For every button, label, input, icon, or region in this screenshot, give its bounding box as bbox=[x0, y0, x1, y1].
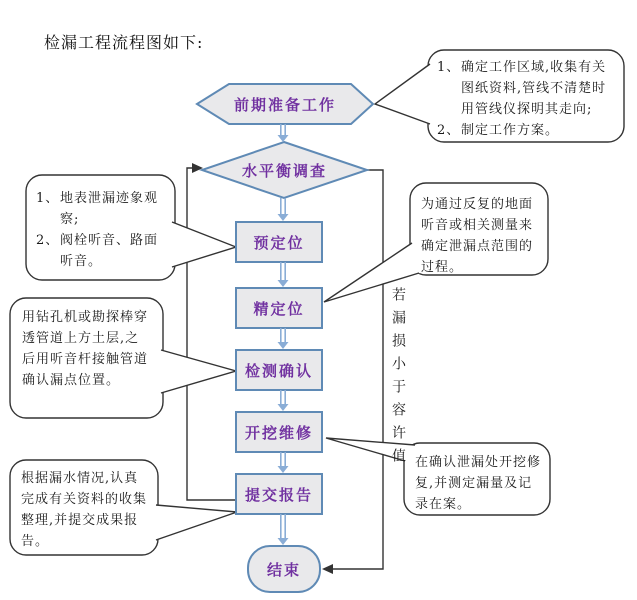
callout-prepare-note bbox=[437, 57, 617, 141]
note-item: 2、 阀栓听音、路面听音。 bbox=[36, 233, 159, 269]
note-item: 1、 确定工作区域,收集有关图纸资料,管线不清楚时用管线仪探明其走向; bbox=[437, 60, 607, 117]
node-survey: 水平衡调查 bbox=[241, 161, 327, 180]
note-item: 1、 地表泄漏迹象观察; bbox=[36, 191, 159, 227]
connector-repair-report bbox=[278, 452, 289, 473]
rect-prelocate-shape bbox=[236, 222, 322, 262]
loop-left-arrowhead-icon bbox=[192, 163, 203, 173]
stadium-end-shape bbox=[248, 546, 320, 592]
hexagon-prepare-shape bbox=[197, 84, 373, 124]
connector-report-end bbox=[278, 514, 289, 545]
page-title: 检漏工程流程图如下: bbox=[44, 33, 204, 52]
callout-finelocate-note: 为通过反复的地面听音或相关测量来确定泄漏点范围的过程。 bbox=[421, 197, 534, 275]
rect-finelocate-shape bbox=[236, 288, 322, 328]
connector-confirm-repair bbox=[278, 390, 289, 411]
callout-confirm-note: 用钻孔机或勘探棒穿透管道上方土层,之后用听音杆接触管道确认漏点位置。 bbox=[22, 310, 149, 388]
callout-report-note: 根据漏水情况,认真完成有关资料的收集整理,并提交成果报告。 bbox=[21, 471, 148, 549]
callout-repair-note: 在确认泄漏处开挖修复,并测定漏量及记录在案。 bbox=[415, 455, 542, 512]
diamond-survey-shape bbox=[202, 142, 367, 198]
connector-prepare-survey bbox=[278, 124, 289, 142]
node-report: 提交报告 bbox=[244, 485, 313, 504]
rect-repair-shape bbox=[236, 412, 322, 452]
connector-prelocate-finelocate bbox=[278, 262, 289, 287]
callout-prelocate-note bbox=[36, 188, 166, 272]
node-prepare: 前期准备工作 bbox=[233, 95, 336, 114]
node-end: 结束 bbox=[266, 560, 301, 579]
connector-finelocate-confirm bbox=[278, 328, 289, 349]
rect-report-shape bbox=[236, 474, 322, 514]
loop-left-line bbox=[187, 168, 237, 500]
branch-condition-label: 若漏损小于容许值 bbox=[390, 287, 406, 471]
loop-right-arrowhead-icon bbox=[322, 564, 333, 574]
rect-confirm-shape bbox=[236, 350, 322, 390]
loop-right-line bbox=[333, 170, 383, 569]
node-confirm: 检测确认 bbox=[244, 361, 313, 380]
node-finelocate: 精定位 bbox=[253, 299, 305, 318]
note-item: 2、 制定工作方案。 bbox=[437, 123, 560, 138]
node-prelocate: 预定位 bbox=[253, 233, 305, 252]
connector-survey-prelocate bbox=[278, 198, 289, 221]
node-repair: 开挖维修 bbox=[244, 423, 313, 442]
